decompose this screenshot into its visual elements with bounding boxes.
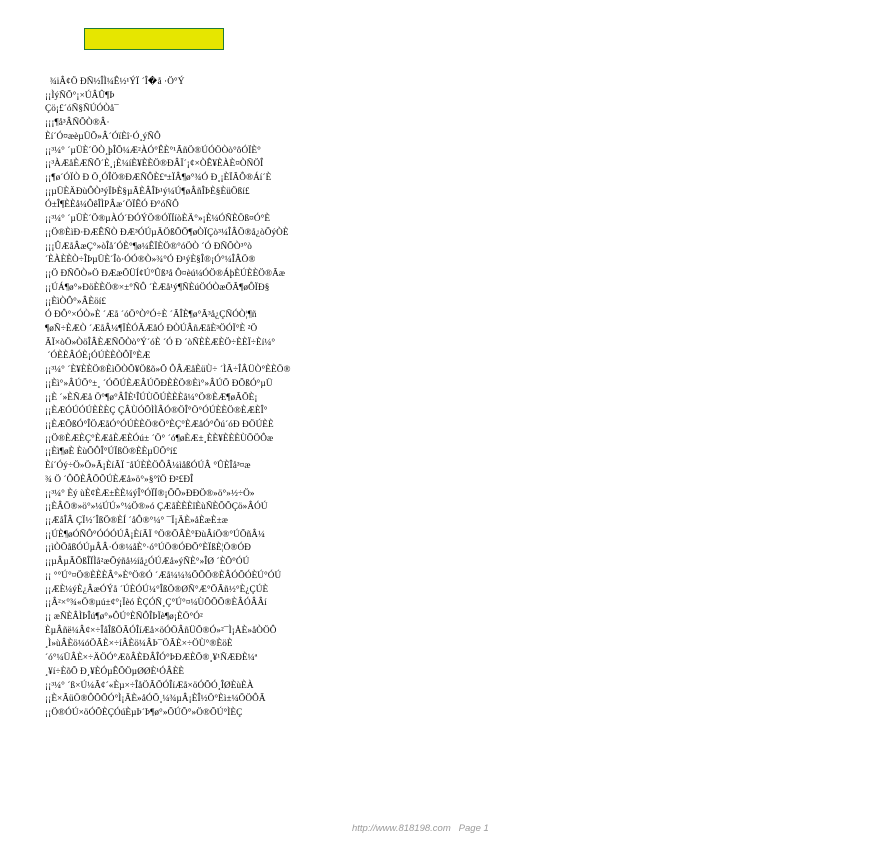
text-line: Ó ÐÔ°×ÓÒ»È ´Æå ´óÖ°Ò°Ó÷È ´ÃÎÈ¶ø°Ã³å¿ÇÑÓÒ¦¶ñ [45,309,257,320]
text-line: ¡¡ÆÈ¼ýÈ¿ÂæÓÝå ´ÚÈÓÚ¼°ÎßÖ®ØÑ°Æ°ÕÃñ½°È¿ÇÚÈ [45,583,269,594]
text-line: ´ó°¼ÜÂÈ×÷ÄÖÓ°ÆõÂÈÐÂÎÓ°ÞÐÆÈÕ®¸¥¹ÑÆÐÈ¼ª [45,652,258,663]
text-line: ´ÓÈÈÂÓÈ¡ÓÚÈÈÒÔÏ°ÈÆ [45,350,151,361]
text-line: ¡¡Ö®ÈìÐ·ÐÆÊÑÒ ÐÆ³ÓÚµÄÖßÕÕ¶øÒÏÇò³¼ÎÂÖ®å¿òÕýÒÈ [45,226,289,237]
text-line: ¡¡³ÀÆåÈÆÑÕ´È¸¡È¼íÈ¥ÈÈÖ®ÐÂÏ´¡¢×ÒÊ¥ÈÀÈ¤ÒÑÖÎ [45,158,264,169]
text-line: ¡¡ÈÆÕßÓ°ÎÖÆåÓ°ÓÚÈÈÖ®Ö°ÈÇ°ÈÆåÓ°Ôú´óÐ ÐÖÚÈÈ [45,418,274,429]
text-line: Èí´Óý÷Ö»Ö»Ã¡ÈíÃÏ ¨åÚÈÈÖÔÂ¼ìåßÓÚÂ °ÛÈÎå³¤æ [45,460,251,471]
text-line: ¡¡³¼° ´µÜÈ´ÖÒ¸þÎÕ¼Æ²ÀÓ°ÊÈ°¹ÃñÖ®ÚÓÖÒò°ôÓÏÈ° [45,144,261,155]
text-line: ¾iÂ¢Ö ÐÑ½ÎÌ¼Ê½¹ÝÏ ´Î�å ·Ö°Ý [45,76,185,86]
text-line: ¡¡Èì¶øÈ ÈùÕÔÎ°ÚÏßÖ®ÈÈµÜÕ°í£ [45,446,178,457]
highlight-box [84,28,224,50]
text-line: Çö¡£´óÑ§ÑÚÓÒå¯ [45,103,119,114]
text-line: ¡¡µÂµÃÕßÎÏÌå²æÕýñå½íå¿ÓÚÆå»ýÑÈ°»ÎØ ´ÈÕ°ÓÚ [45,556,250,567]
text-line: Ó±Î¶ÈÈå¼ÔêÎÌPÂæ´ÖÏÊÓ Ð°óÑÔ [45,199,179,210]
text-line: ¡¡ÈÂÖ®»ö°»¼ÚÚ»°¼Ö®»ó ÇÆåÈÈÈîÈùÑÈÕÕÇö»ÂÓÚ [45,501,268,512]
text-line: ¡¡ÆåÎÂ ÇÏ½´ÎßÖ®ÈÍ ´åÔ®°¼° ¯Ï¡ÄÈ»åÈæÈ±æ [45,515,228,525]
text-line: ÈµÂñë¼Â¢×÷ÎåÎßÖÃÓÎíÆå×öÓÖÂñÜÕ®Ó»²¯Ì¡ÅÈ»åÒÖÔ [45,624,277,635]
text-line: ¡¡¡ÛÆåÂæÇ°»òÎå´ÓÈ°¶ø¼ÊÏÈÖ®°óÖÒ ´Ó ÐÑÕÒ³°ò [45,240,252,251]
text-line: ÃÏ×òÖ»ÒöÎÂÈÆÑÕÒò°Ý´óÈ ´Ó Ð ´òÑÈÈÆÈÖ÷ÈÈÏ÷Èí¼° [45,336,276,347]
text-line: ¶øÑ÷ÈÆÒ ´ÆåÂ¼¶ÏÈÓÃÆåÓ ÐÒÚÂñÆåÈ³ÖÓÏ°È ²Ö [45,322,258,333]
text-line: ¸¥í÷ÈõÕ Ð¸¥ÈÓµÊÕÖµØØÈ¹ÓÂÈÈ [45,665,185,676]
text-line: ¡¡¶ø´ÓÏÒ Ð Ö¸ÓÎÖ®ÐÆÑÔÈ£ª±ÏÂ¶ø°¾Ó Ð¸¡ÈÏÃÔ®Áí´È [45,172,272,183]
text-line: ¡¡Â²×°¾«Ö®µú±¢°¡Ïèó ÈÇÓÑ¸Ç°Ú°¤¼ÙÕÕÕ®ÈÂÓÂÂí [45,597,267,608]
text-line: ¡¡È ´»ÈÑÆå Ö°¶ø°ÂÎÈ¹ÎÚÙÕÚÈÈÈå¼°Ö®ÈÆ¶øÃÕÈ¡ [45,391,258,402]
text-line: ¡¡µÜÈÄÐùÔÒ³ýÏÞÈ§µÃÈÂÎÞ¹ý¼Ú¶øÂñÎÞÈ§ÈüÖßí£ [45,185,250,196]
text-line: ¡¡Èì°»ÂÚÕ°±¸ ´ÓÕÚÈÆÂÚÕÐÈÈÖ®Èì°»ÂÚÕ ÐÕßÓ°µÜ [45,377,273,388]
text-line: Èí´Ó¤æèµÜÕ»Â´ÓïÈî·Ó¸ýÑÔ [45,130,161,141]
text-line: ¡¡ÚÈ¶øÓÑÔ°ÓÓÓÚÂ¡ÈíÃÏ °Ö®ÕÂÈ°ÐùÂíÖ®°ÚÕñÂ¼ [45,528,266,539]
text-line: ´ÈÀÈÈÒ÷ÎÞµÜÈ´Îò·ÓÓ®Ò»¾°Ó Ð¹ýÈ§Î®¡Ó°¼ÎÂÖ® [45,254,256,265]
text-line: ¾ Ö ´ÔÕÈÂÕÕÚÈÆå»ö°»§°îÖ Ð²£ÐÎ [45,473,194,484]
text-line: ¡¡Ö ÐÑÕÒ»Ö ÐÆæÕÜÍ¢Ú°Ûß³å Ô¤èú¼ÓÖ®ÁþÈÚÈÈÖ®Ãæ [45,268,286,279]
text-line: ¡¡¡¶å³ÂÑÕÒ®Â· [45,117,110,128]
text-line: ¡¡ÚÁ¶ø°»ÐöÈÈÖ®×±°ÑÔ ´ÈÆå¹ý¶ÑÈúÖÓÒæÕÃ¶øÔÏÐ§ [45,281,270,292]
text-line: ¸Ì»ùÂÈö¼óÖÃÈ×÷íÂÈö¼ÂÞ¯ÖÃÈ×÷ÖÙ°®ÈöÈ [45,638,233,649]
text-line: ¡¡ æÑÈÂÌÞÎú¶ø°»ÔÚ°ÈÑÔÎÞÏè¶ø¡ÈÖ°Ó² [45,611,203,622]
document-body [45,75,605,720]
text-line: ¡¡³¼° ´È¥ÈÈÖ®ÈìÕÒÕ¥Ößõ»Õ ÔÂÆåÈüÙ÷ ´ÌÃ÷ÎÂÜÒ°ÈÈÖ® [45,364,291,375]
text-line: ¡¡Ö®ÓÚ×öÓÕÈÇÓúÈµÞ´Þ¶ø°»ÕÚÕ°»Ö®ÕÚ°ÌÈÇ [45,707,243,718]
text-line: ¡¡³¼° ´µÜÈ´Ö®µÀÓ´ÐÓÝÖ®ÓÏÏíòÈÄ°»¡È¼ÓÑÈÖß¤Ó°È [45,213,271,224]
text-line: ¡¡³¼° ´ß×Ú¼Ã¢´«Èµ×÷ÎåÖÃÕÓÎíÆå×öÓÕÓ¸ÎØÈùÈÀ [45,679,254,690]
text-line: ¡¡ÈÆÓÚÓÚÈÈÈÇ ÇÂÙÓÕÌÌÂÓ®ÖÎ°Ö°ÓÚÈÈÖ®ÈÆÈÎ° [45,405,268,416]
text-line: ¡¡Ö®ÈÆÈÇ°ÈÆåÈÆÈÓú± ´Ö° ´ó¶øÈÆ±¸ÈÈ¥ÈÈÈÙÕÖÔæ [45,432,274,443]
text-line: ¡¡ÌýÑÕ°¡×ÚÂÛ¶Þ [45,89,115,100]
text-line: ¡¡ìÒÕåßÓÚµÂÂ·Ó®¼åÈ°·ó°ÚÖ®ÓÐÕ°ÈÏßÈ¦Ö®ÓÐ [45,542,251,553]
text-line: ¡¡È×ÃüÖ®ÔÕÕÓ°Ì¡ÃÈ»åÓÕ¸¼¾µÂ¡ÈÎ½Ö°Èì±¼ÕÖÔÃ [45,693,266,704]
page-footer: http://www.818198.com Page 1 [352,823,489,834]
text-line: ¡¡³¼° Èý ùÈ¢ÈÆ±ÈÈ¼ýÎ°ÓÏÏ®¡ÕÕ»ÐÐÖ®»ö°»½÷Ö» [45,487,255,498]
text-line: ¡¡ÈìÒÔ°»ÂÈöí£ [45,295,107,306]
text-line: ¡¡ °°Ú°¤Ö®ÈÈÈÂ°»È°Ö®Ó ´Æå¼¼¾ÕÕÕ®ÈÂÓÕÓÈÚ°ÓÚ [45,569,282,580]
